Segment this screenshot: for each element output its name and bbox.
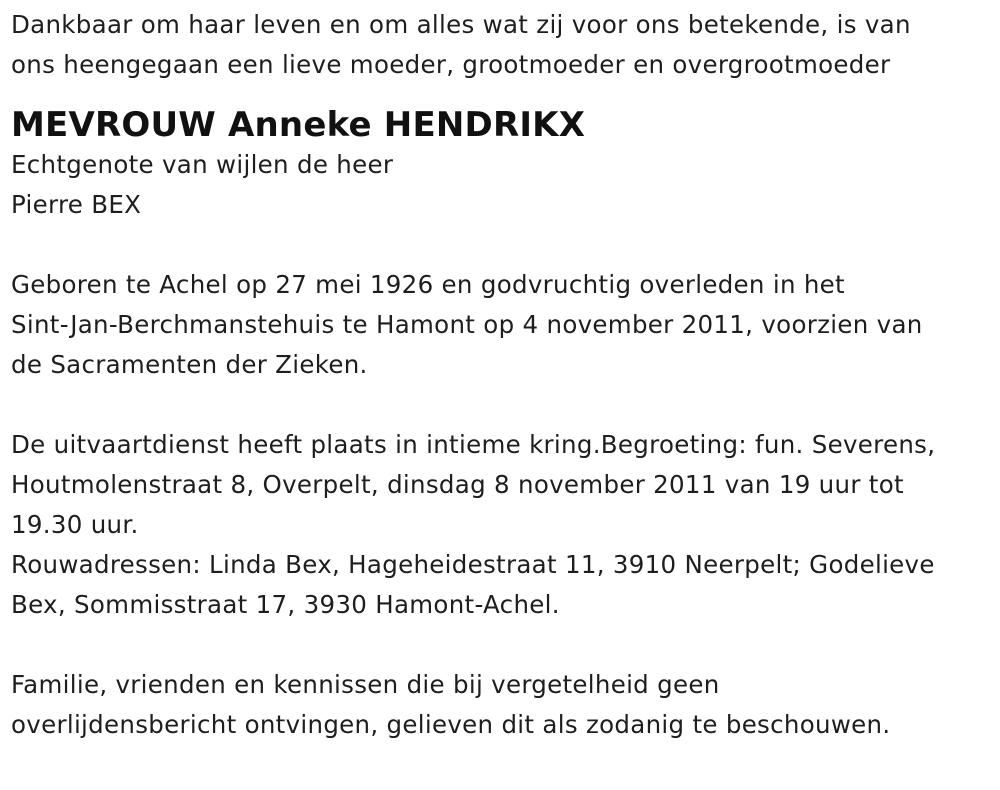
- spouse-line-1: Echtgenote van wijlen de heer: [11, 150, 394, 179]
- closing-paragraph: [11, 665, 991, 745]
- funeral-paragraph: [11, 425, 991, 625]
- deceased-name: MEVROUW Anneke HENDRIKX: [11, 105, 586, 145]
- closing-line-2: overlijdensbericht ontvingen, gelieven dit als zodanig te beschouwen.: [11, 710, 891, 739]
- spacer: [11, 625, 991, 665]
- spacer: [11, 225, 991, 265]
- birth-death-line-2: Sint-Jan-Berchmanstehuis te Hamont op 4 november 2011, voorzien van: [11, 310, 923, 339]
- spacer: [11, 385, 991, 425]
- funeral-line-2: Houtmolenstraat 8, Overpelt, dinsdag 8 november 2011 van 19 uur tot: [11, 470, 904, 499]
- birth-death-line-1: Geboren te Achel op 27 mei 1926 en godvruchtig overleden in het: [11, 270, 845, 299]
- birth-death-line-3: de Sacramenten der Zieken.: [11, 350, 368, 379]
- spouse-paragraph: [11, 145, 991, 225]
- funeral-line-3: 19.30 uur.: [11, 510, 139, 539]
- intro-paragraph: [11, 5, 991, 85]
- addresses-line-2: Bex, Sommisstraat 17, 3930 Hamont-Achel.: [11, 590, 560, 619]
- closing-line-1: Familie, vrienden en kennissen die bij vergetelheid geen: [11, 670, 720, 699]
- death-notice: [11, 5, 991, 745]
- addresses-line-1: Rouwadressen: Linda Bex, Hageheidestraat 11, 3910 Neerpelt; Godelieve: [11, 550, 935, 579]
- birth-death-paragraph: [11, 265, 991, 385]
- intro-line-2: ons heengegaan een lieve moeder, grootmoeder en overgrootmoeder: [11, 50, 891, 79]
- intro-line-1: Dankbaar om haar leven en om alles wat zij voor ons betekende, is van: [11, 10, 911, 39]
- spouse-line-2: Pierre BEX: [11, 190, 142, 219]
- funeral-line-1: De uitvaartdienst heeft plaats in intieme kring.Begroeting: fun. Severens,: [11, 430, 936, 459]
